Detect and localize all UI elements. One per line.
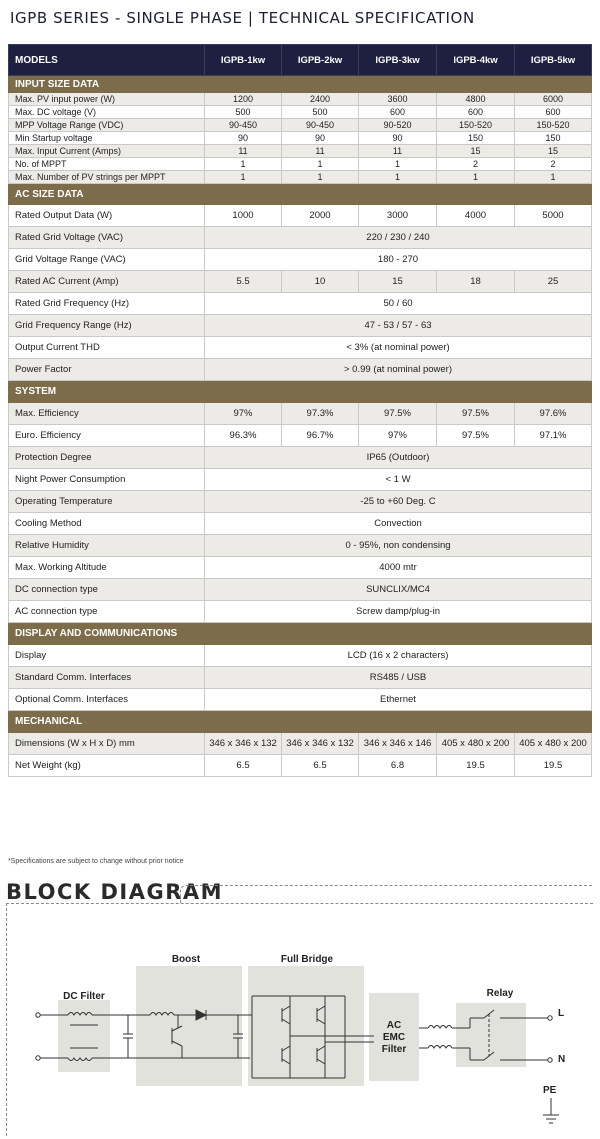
table-row bbox=[9, 755, 592, 777]
relay-label: Relay bbox=[486, 988, 514, 999]
cell: 6.5 bbox=[205, 755, 282, 777]
model-name: IGPB-4kw bbox=[437, 45, 515, 76]
row-label: Dimensions (W x H x D) mm bbox=[9, 733, 205, 755]
table-row bbox=[9, 132, 592, 145]
row-label: Max. DC voltage (V) bbox=[9, 106, 205, 119]
row-label: Output Current THD bbox=[9, 337, 205, 359]
merged-cell: Convection bbox=[205, 513, 592, 535]
table-row bbox=[9, 535, 592, 557]
cell: 90-450 bbox=[282, 119, 359, 132]
row-label: Grid Frequency Range (Hz) bbox=[9, 315, 205, 337]
table-row bbox=[9, 469, 592, 491]
table-row bbox=[9, 491, 592, 513]
section-input bbox=[9, 76, 592, 93]
cell: 97.6% bbox=[515, 403, 592, 425]
row-label: Net Weight (kg) bbox=[9, 755, 205, 777]
cell: 150 bbox=[515, 132, 592, 145]
table-row bbox=[9, 249, 592, 271]
cell: 90 bbox=[205, 132, 282, 145]
model-name: IGPB-3kw bbox=[359, 45, 437, 76]
cell: 97.5% bbox=[437, 403, 515, 425]
row-label: Grid Voltage Range (VAC) bbox=[9, 249, 205, 271]
cell: 405 x 480 x 200 bbox=[437, 733, 515, 755]
boost-label: Boost bbox=[171, 954, 201, 965]
cell: 25 bbox=[515, 271, 592, 293]
row-label: Rated AC Current (Amp) bbox=[9, 271, 205, 293]
table-row bbox=[9, 293, 592, 315]
cell: 600 bbox=[437, 106, 515, 119]
table-row bbox=[9, 689, 592, 711]
row-label: AC connection type bbox=[9, 601, 205, 623]
pe-label: PE bbox=[543, 1085, 557, 1096]
table-row bbox=[9, 733, 592, 755]
row-label: Max. Efficiency bbox=[9, 403, 205, 425]
merged-cell: Screw damp/plug-in bbox=[205, 601, 592, 623]
full-bridge-block bbox=[248, 966, 364, 1086]
table-row bbox=[9, 93, 592, 106]
emc-label: EMC bbox=[382, 1032, 406, 1043]
cell: 97.5% bbox=[359, 403, 437, 425]
table-row bbox=[9, 513, 592, 535]
cell: 15 bbox=[359, 271, 437, 293]
cell: 2000 bbox=[282, 205, 359, 227]
output-terminal-line bbox=[548, 1016, 552, 1020]
cell: 19.5 bbox=[437, 755, 515, 777]
cell: 346 x 346 x 146 bbox=[359, 733, 437, 755]
cell: 346 x 346 x 132 bbox=[282, 733, 359, 755]
cell: 2400 bbox=[282, 93, 359, 106]
cell: 5.5 bbox=[205, 271, 282, 293]
table-row bbox=[9, 359, 592, 381]
cell: 150 bbox=[437, 132, 515, 145]
cell: 500 bbox=[282, 106, 359, 119]
row-label: Power Factor bbox=[9, 359, 205, 381]
table-row bbox=[9, 447, 592, 469]
row-label: Relative Humidity bbox=[9, 535, 205, 557]
disclaimer-note: *Specifications are subject to change without prior notice bbox=[8, 858, 184, 865]
cell: 1000 bbox=[205, 205, 282, 227]
merged-cell: 50 / 60 bbox=[205, 293, 592, 315]
merged-cell: SUNCLIX/MC4 bbox=[205, 579, 592, 601]
cell: 15 bbox=[437, 145, 515, 158]
cell: 1 bbox=[282, 158, 359, 171]
table-row bbox=[9, 119, 592, 132]
cell: 405 x 480 x 200 bbox=[515, 733, 592, 755]
row-label: Max. Working Altitude bbox=[9, 557, 205, 579]
table-row bbox=[9, 171, 592, 184]
table-row bbox=[9, 667, 592, 689]
models-header-row bbox=[9, 45, 592, 76]
cell: 4800 bbox=[437, 93, 515, 106]
cell: 2 bbox=[515, 158, 592, 171]
section-display bbox=[9, 623, 592, 645]
row-label: Standard Comm. Interfaces bbox=[9, 667, 205, 689]
cell: 90-520 bbox=[359, 119, 437, 132]
section-system bbox=[9, 381, 592, 403]
dc-filter-label: DC Filter bbox=[63, 991, 105, 1002]
row-label: Optional Comm. Interfaces bbox=[9, 689, 205, 711]
cell: 3000 bbox=[359, 205, 437, 227]
row-label: Cooling Method bbox=[9, 513, 205, 535]
models-label: MODELS bbox=[9, 45, 205, 76]
frame-top-line bbox=[190, 885, 592, 887]
neutral-terminal-label: N bbox=[558, 1054, 566, 1065]
cell: 10 bbox=[282, 271, 359, 293]
cell: 150-520 bbox=[515, 119, 592, 132]
row-label: Operating Temperature bbox=[9, 491, 205, 513]
merged-cell: 4000 mtr bbox=[205, 557, 592, 579]
model-name: IGPB-2kw bbox=[282, 45, 359, 76]
section-title: DISPLAY AND COMMUNICATIONS bbox=[9, 623, 592, 645]
merged-cell: 220 / 230 / 240 bbox=[205, 227, 592, 249]
cell: 4000 bbox=[437, 205, 515, 227]
block-diagram-title: BLOCK DIAGRAM bbox=[6, 880, 224, 904]
section-title: INPUT SIZE DATA bbox=[9, 76, 592, 93]
cell: 97.5% bbox=[437, 425, 515, 447]
row-label: Rated Grid Frequency (Hz) bbox=[9, 293, 205, 315]
cell: 97% bbox=[359, 425, 437, 447]
line-terminal-label: L bbox=[558, 1008, 565, 1019]
model-name: IGPB-1kw bbox=[205, 45, 282, 76]
row-label: Euro. Efficiency bbox=[9, 425, 205, 447]
ground-icon bbox=[543, 1098, 559, 1123]
cell: 150-520 bbox=[437, 119, 515, 132]
table-row bbox=[9, 557, 592, 579]
row-label: Max. Number of PV strings per MPPT bbox=[9, 171, 205, 184]
section-title: MECHANICAL bbox=[9, 711, 592, 733]
table-row bbox=[9, 425, 592, 447]
merged-cell: IP65 (Outdoor) bbox=[205, 447, 592, 469]
cell: 90 bbox=[359, 132, 437, 145]
spec-table bbox=[8, 44, 592, 777]
table-row bbox=[9, 315, 592, 337]
table-row bbox=[9, 158, 592, 171]
row-label: Rated Output Data (W) bbox=[9, 205, 205, 227]
row-label: Min Startup voltage bbox=[9, 132, 205, 145]
cell: 90 bbox=[282, 132, 359, 145]
cell: 6.8 bbox=[359, 755, 437, 777]
cell: 600 bbox=[359, 106, 437, 119]
cell: 11 bbox=[205, 145, 282, 158]
merged-cell: 180 - 270 bbox=[205, 249, 592, 271]
cell: 90-450 bbox=[205, 119, 282, 132]
input-terminal-positive bbox=[36, 1013, 40, 1017]
cell: 1 bbox=[515, 171, 592, 184]
merged-cell: < 3% (at nominal power) bbox=[205, 337, 592, 359]
cell: 3600 bbox=[359, 93, 437, 106]
merged-cell: 47 - 53 / 57 - 63 bbox=[205, 315, 592, 337]
cell: 11 bbox=[282, 145, 359, 158]
cell: 19.5 bbox=[515, 755, 592, 777]
cell: 97.3% bbox=[282, 403, 359, 425]
cell: 11 bbox=[359, 145, 437, 158]
cell: 18 bbox=[437, 271, 515, 293]
row-label: No. of MPPT bbox=[9, 158, 205, 171]
row-label: Protection Degree bbox=[9, 447, 205, 469]
output-terminal-neutral bbox=[548, 1058, 552, 1062]
block-diagram bbox=[0, 900, 600, 1139]
section-title: AC SIZE DATA bbox=[9, 184, 592, 205]
cell: 97% bbox=[205, 403, 282, 425]
input-terminal-negative bbox=[36, 1056, 40, 1060]
cell: 2 bbox=[437, 158, 515, 171]
filter-label: Filter bbox=[381, 1044, 407, 1055]
cell: 6.5 bbox=[282, 755, 359, 777]
cell: 500 bbox=[205, 106, 282, 119]
table-row bbox=[9, 337, 592, 359]
page-title: IGPB SERIES - SINGLE PHASE | TECHNICAL SPECIFICATION bbox=[10, 9, 475, 27]
table-row bbox=[9, 645, 592, 667]
row-label: Night Power Consumption bbox=[9, 469, 205, 491]
row-label: Display bbox=[9, 645, 205, 667]
cell: 6000 bbox=[515, 93, 592, 106]
merged-cell: LCD (16 x 2 characters) bbox=[205, 645, 592, 667]
cell: 96.3% bbox=[205, 425, 282, 447]
table-row bbox=[9, 205, 592, 227]
section-ac bbox=[9, 184, 592, 205]
cell: 1200 bbox=[205, 93, 282, 106]
table-row bbox=[9, 106, 592, 119]
full-bridge-label: Full Bridge bbox=[280, 954, 334, 965]
merged-cell: > 0.99 (at nominal power) bbox=[205, 359, 592, 381]
cell: 346 x 346 x 132 bbox=[205, 733, 282, 755]
section-title: SYSTEM bbox=[9, 381, 592, 403]
dc-filter-block bbox=[58, 1000, 110, 1072]
row-label: MPP Voltage Range (VDC) bbox=[9, 119, 205, 132]
table-row bbox=[9, 271, 592, 293]
cell: 5000 bbox=[515, 205, 592, 227]
merged-cell: 0 - 95%, non condensing bbox=[205, 535, 592, 557]
table-row bbox=[9, 403, 592, 425]
ac-label: AC bbox=[386, 1020, 402, 1031]
table-row bbox=[9, 579, 592, 601]
cell: 15 bbox=[515, 145, 592, 158]
cell: 1 bbox=[359, 171, 437, 184]
section-mechanical bbox=[9, 711, 592, 733]
row-label: DC connection type bbox=[9, 579, 205, 601]
cell: 97.1% bbox=[515, 425, 592, 447]
merged-cell: Ethernet bbox=[205, 689, 592, 711]
merged-cell: < 1 W bbox=[205, 469, 592, 491]
boost-block bbox=[136, 966, 242, 1086]
cell: 1 bbox=[205, 171, 282, 184]
model-name: IGPB-5kw bbox=[515, 45, 592, 76]
cell: 96.7% bbox=[282, 425, 359, 447]
table-row bbox=[9, 227, 592, 249]
cell: 1 bbox=[359, 158, 437, 171]
cell: 1 bbox=[282, 171, 359, 184]
table-row bbox=[9, 145, 592, 158]
cell: 1 bbox=[205, 158, 282, 171]
row-label: Max. Input Current (Amps) bbox=[9, 145, 205, 158]
row-label: Max. PV input power (W) bbox=[9, 93, 205, 106]
cell: 1 bbox=[437, 171, 515, 184]
table-row bbox=[9, 601, 592, 623]
merged-cell: -25 to +60 Deg. C bbox=[205, 491, 592, 513]
row-label: Rated Grid Voltage (VAC) bbox=[9, 227, 205, 249]
merged-cell: RS485 / USB bbox=[205, 667, 592, 689]
cell: 600 bbox=[515, 106, 592, 119]
